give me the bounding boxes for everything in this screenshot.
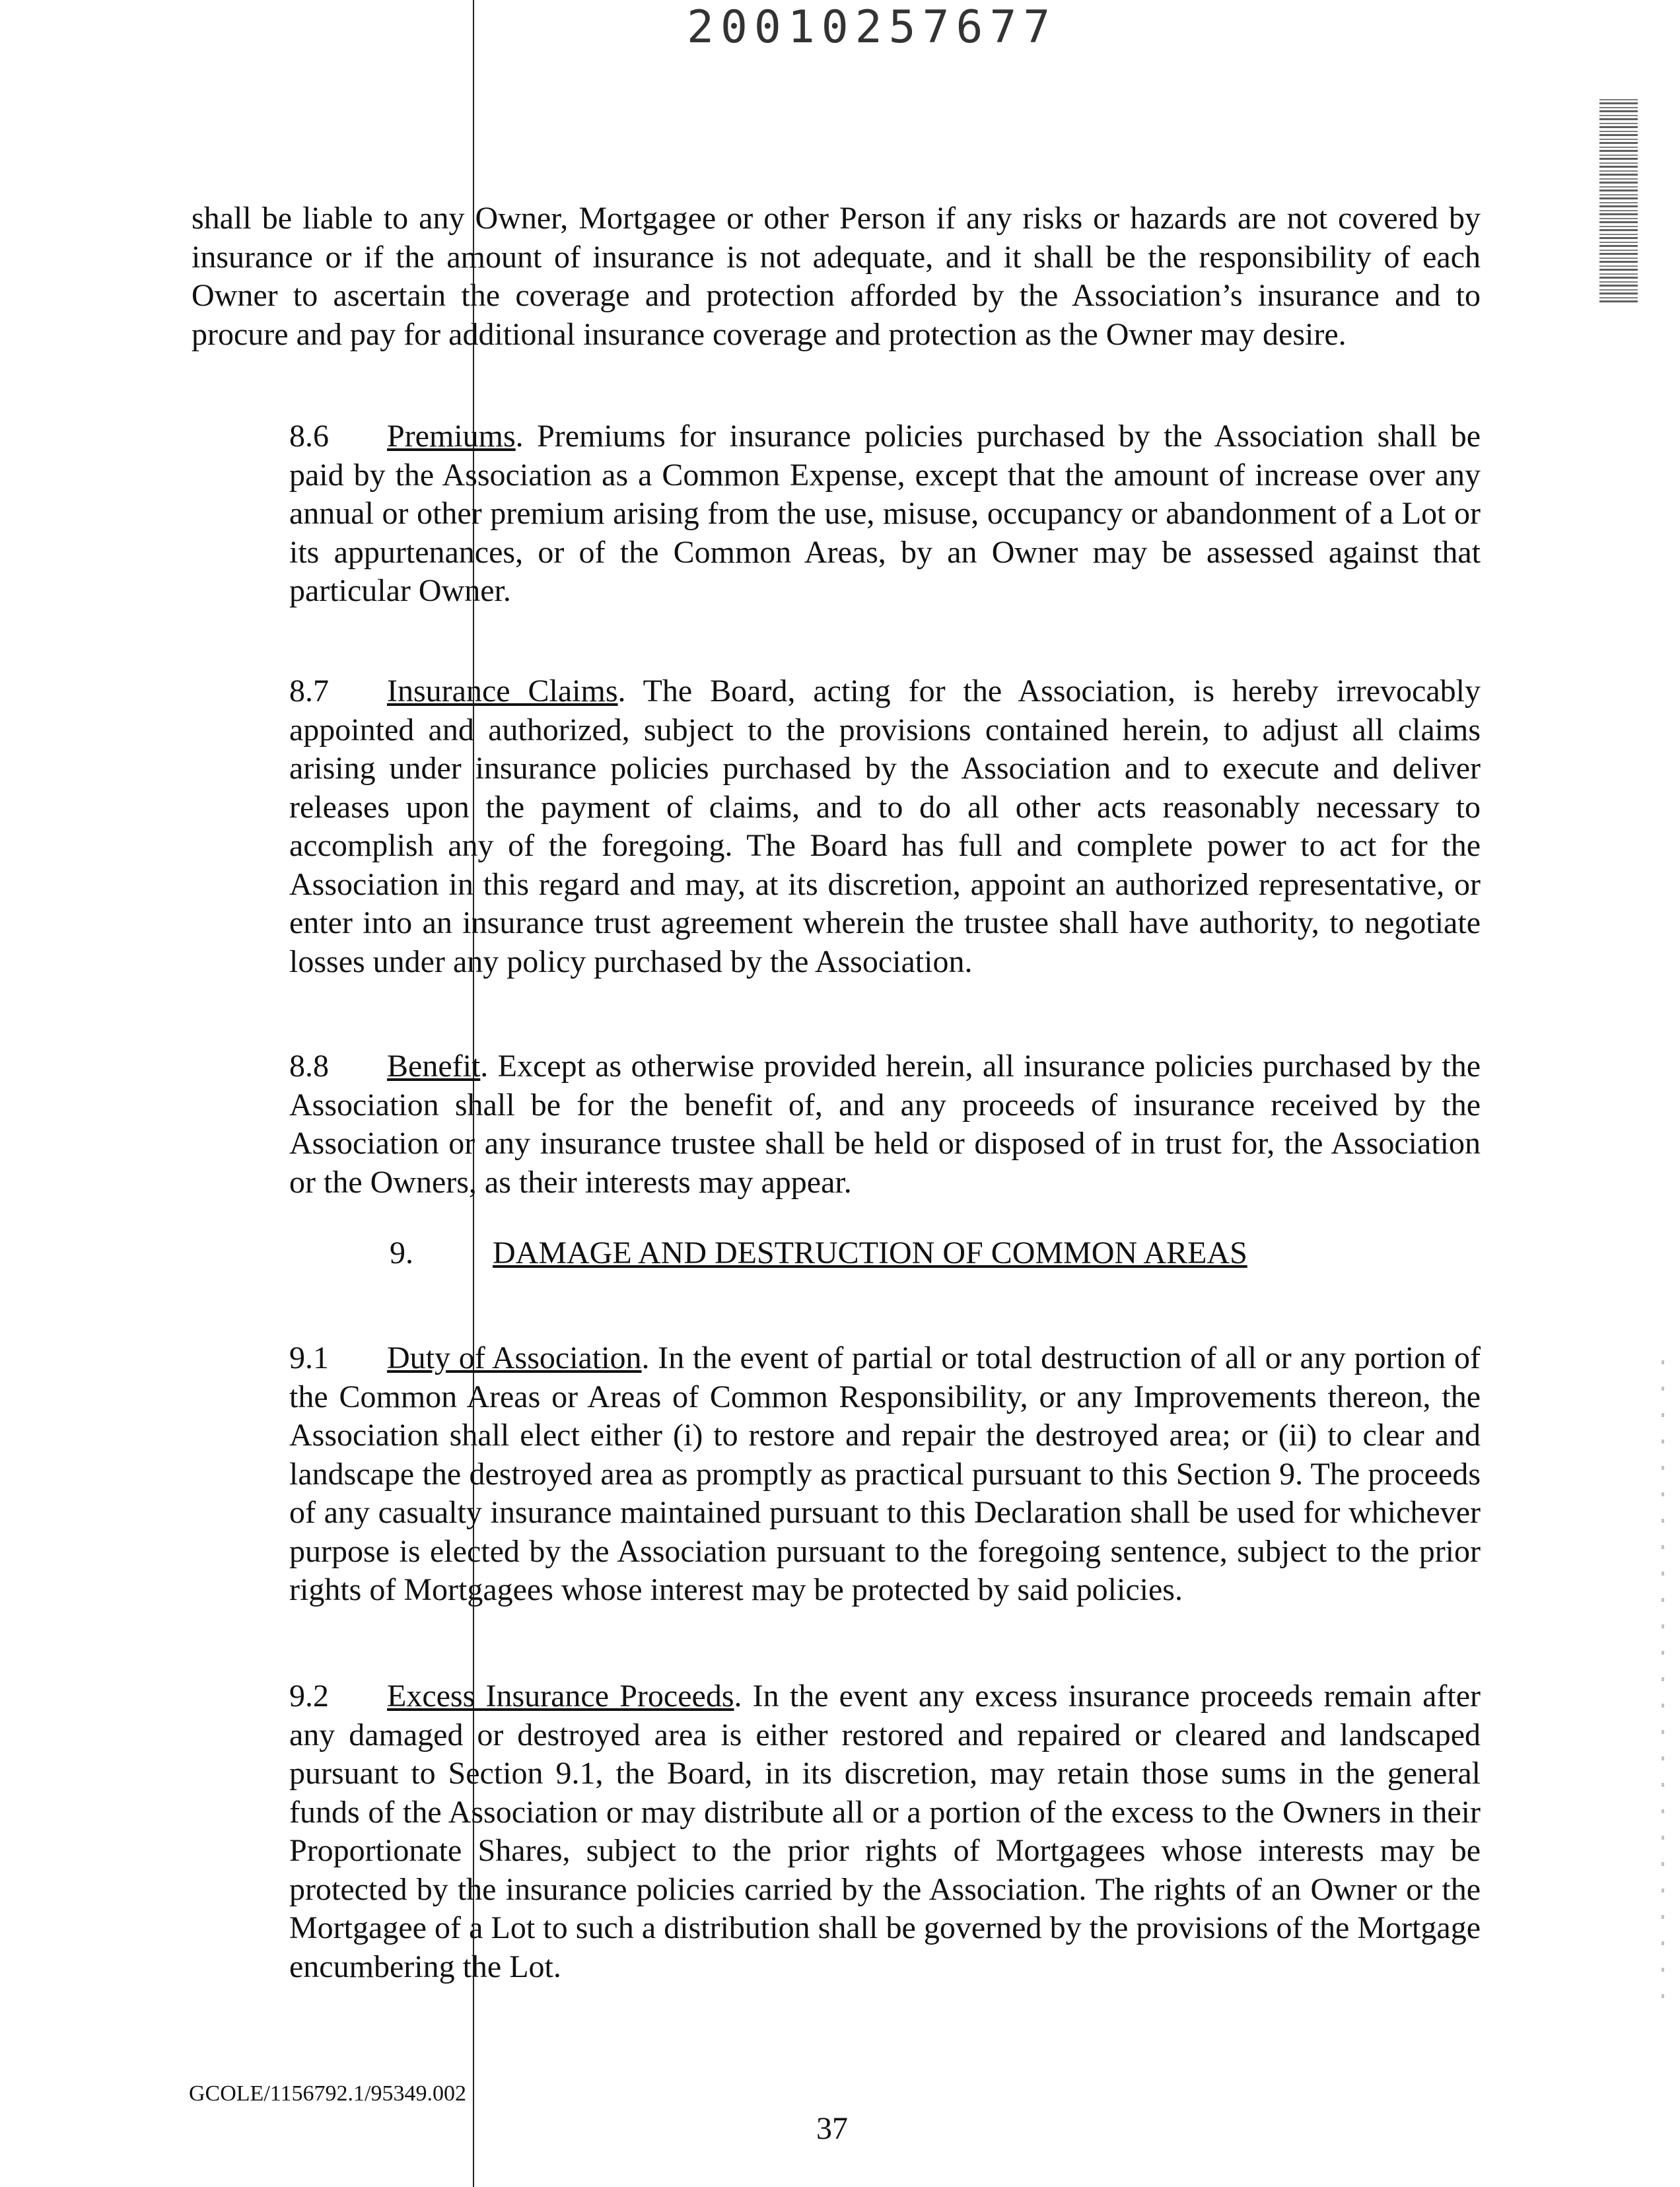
section-title: Benefit xyxy=(387,1049,481,1084)
section-9-heading xyxy=(390,1235,1247,1271)
section-number: 8.8 xyxy=(289,1049,329,1084)
section-title: Excess Insurance Proceeds xyxy=(387,1679,734,1714)
section-text: . In the event of partial or total destruction of all or any portion of the Common Areas or Areas of Common Responsibility, or any Improvements thereon, the Association shall elect either (i) to restore and repair the destroyed area; or (ii) to clear and landscape the destroyed area as promptly as practical pursuant to this Section 9. The proceeds of any casualty insurance maintained pursuant to this Declaration shall be used for whichever purpose is elected by the Association pursuant to the foregoing sentence, subject to the prior rights of Mortgagees whose interest may be protected by said policies. xyxy=(289,1340,1481,1607)
section-8-6 xyxy=(192,417,1481,611)
section-paragraph xyxy=(192,1047,1481,1202)
section-8-7 xyxy=(192,672,1481,981)
section-number: 8.6 xyxy=(289,419,329,454)
section-paragraph xyxy=(192,417,1481,611)
section-number: 9. xyxy=(390,1235,413,1270)
section-title: DAMAGE AND DESTRUCTION OF COMMON AREAS xyxy=(493,1235,1247,1270)
section-paragraph xyxy=(192,1339,1481,1610)
document-number: 20010257677 xyxy=(687,1,1057,53)
section-text: . The Board, acting for the Association, is hereby irrevocably appointed and authorized, subject to the provisions contained herein, to adjust all claims arising under insurance policies purchased by the Association and to execute and deliver releases upon the payment of claims, and to do all other acts reasonably necessary to accomplish any of the foregoing. The Board has full and complete power to act for the Association in this regard and may, at its discretion, appoint an authorized representative, or enter into an insurance trust agreement wherein the trustee shall have authority, to negotiate losses under any policy purchased by the Association. xyxy=(289,674,1481,979)
edge-speckle xyxy=(1662,1360,1664,2021)
section-number: 9.2 xyxy=(289,1679,329,1714)
section-paragraph xyxy=(192,1677,1481,1986)
section-paragraph xyxy=(192,672,1481,981)
section-text: . Except as otherwise provided herein, all insurance policies purchased by the Association shall be for the benefit of, and any proceeds of insurance received by the Association or any insurance trustee shall be held or disposed of in trust for, the Association or the Owners, as their interests may appear. xyxy=(289,1049,1481,1200)
paragraph-text: shall be liable to any Owner, Mortgagee or other Person if any risks or hazards are not covered by insurance or if the amount of insurance is not adequate, and it shall be the responsibility of each Owner to ascertain the coverage and protection afforded by the Association’s insurance and to procure and pay for additional insurance coverage and protection as the Owner may desire. xyxy=(192,201,1481,352)
section-text: . Premiums for insurance policies purchased by the Association shall be paid by the Association as a Common Expense, except that the amount of increase over any annual or other premium arising from the use, misuse, occupancy or abandonment of a Lot or its appurtenances, or of the Common Areas, by an Owner may be assessed against that particular Owner. xyxy=(289,419,1481,608)
section-8-8 xyxy=(192,1047,1481,1202)
section-title: Insurance Claims xyxy=(387,674,618,709)
section-text: . In the event any excess insurance proceeds remain after any damaged or destroyed area is either restored and repaired or cleared and landscaped pursuant to Section 9.1, the Board, in its discretion, may retain those sums in the general funds of the Association or may distribute all or a portion of the excess to the Owners in their Proportionate Shares, subject to the prior rights of Mortgagees whose interests may be protected by the insurance policies carried by the Association. The rights of an Owner or the Mortgagee of a Lot to such a distribution shall be governed by the provisions of the Mortgage encumbering the Lot. xyxy=(289,1679,1481,1984)
page-number: 37 xyxy=(816,2111,848,2146)
section-9-2 xyxy=(192,1677,1481,1986)
footer-document-code: GCOLE/1156792.1/95349.002 xyxy=(189,2081,466,2106)
section-number: 9.1 xyxy=(289,1340,329,1375)
section-title: Duty of Association xyxy=(387,1340,642,1375)
section-9-1 xyxy=(192,1339,1481,1610)
section-number: 8.7 xyxy=(289,674,329,709)
paragraph-continued xyxy=(192,199,1481,354)
section-title: Premiums xyxy=(387,419,516,454)
barcode-stamp xyxy=(1599,98,1638,302)
